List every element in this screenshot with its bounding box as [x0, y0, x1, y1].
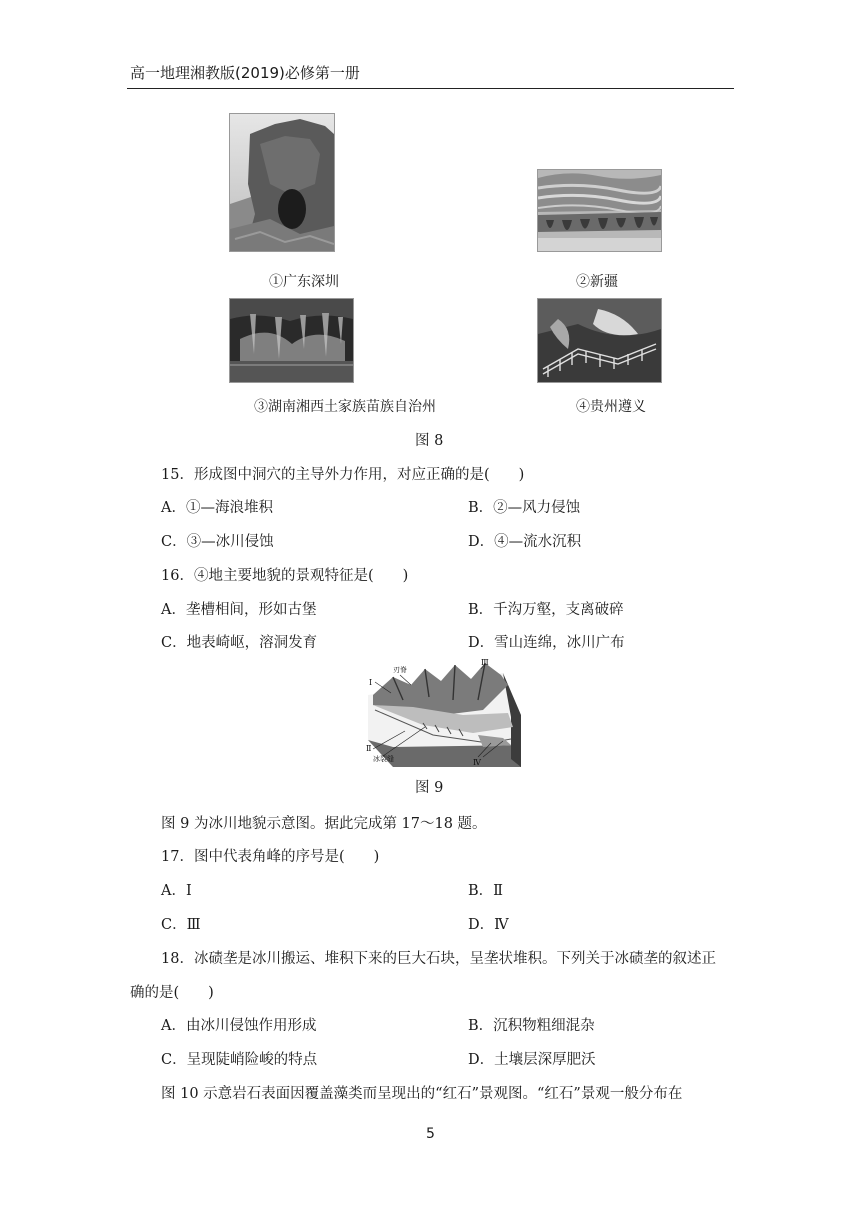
diagram-label-crevasse: 冰裂缝 — [373, 755, 394, 763]
page-header-title: 高一地理湘教版(2019)必修第一册 — [130, 64, 360, 82]
question-18-stem-line1: 18．冰碛垄是冰川搬运、堆积下来的巨大石块，呈垄状堆积。下列关于冰碛垄的叙述正 — [161, 951, 716, 967]
diagram-label-III: Ⅲ — [481, 658, 489, 667]
question-15-option-c: C．③—冰川侵蚀 — [161, 534, 274, 550]
glacier-landform-diagram — [363, 655, 523, 767]
question-15-option-d: D．④—流水沉积 — [468, 534, 582, 550]
photo-guizhou-zunyi — [537, 298, 662, 383]
page-number: 5 — [426, 1126, 435, 1142]
question-18-option-c: C．呈现陡峭险峻的特点 — [161, 1052, 318, 1068]
question-18-stem-line2: 确的是( ) — [130, 985, 214, 1001]
figure-9-intro: 图 9 为冰川地貌示意图。据此完成第 17～18 题。 — [161, 816, 487, 832]
question-17-option-a: A．Ⅰ — [161, 883, 192, 899]
figure-8-label: 图 8 — [415, 433, 444, 449]
question-16-option-b: B．千沟万壑，支离破碎 — [468, 602, 624, 618]
header-divider — [127, 88, 734, 89]
question-17-stem: 17．图中代表角峰的序号是( ) — [161, 849, 380, 865]
photo-hunan-xiangxi — [229, 298, 354, 383]
caption-photo-3: ③湖南湘西土家族苗族自治州 — [254, 399, 436, 415]
photo-guangdong-shenzhen — [229, 113, 335, 252]
question-17-option-c: C．Ⅲ — [161, 917, 201, 933]
photo-xinjiang — [537, 169, 662, 252]
figure-9-label: 图 9 — [415, 780, 444, 796]
diagram-label-I: Ⅰ — [369, 678, 373, 687]
question-18-option-b: B．沉积物粗细混杂 — [468, 1018, 595, 1034]
question-16-option-d: D．雪山连绵，冰川广布 — [468, 635, 625, 651]
question-18-option-a: A．由冰川侵蚀作用形成 — [161, 1018, 317, 1034]
question-15-option-a: A．①—海浪堆积 — [161, 500, 273, 516]
question-16-option-a: A．垄槽相间，形如古堡 — [161, 602, 317, 618]
caption-photo-2: ②新疆 — [576, 274, 618, 290]
caption-photo-4: ④贵州遵义 — [576, 399, 646, 415]
question-17-option-b: B．Ⅱ — [468, 883, 504, 899]
question-16-option-c: C．地表崎岖，溶洞发育 — [161, 635, 318, 651]
diagram-label-IV: Ⅳ — [473, 758, 481, 767]
question-15-stem: 15．形成图中洞穴的主导外力作用，对应正确的是( ) — [161, 467, 525, 483]
question-17-option-d: D．Ⅳ — [468, 917, 509, 933]
diagram-label-II: Ⅱ — [366, 744, 372, 753]
figure-10-intro: 图 10 示意岩石表面因覆盖藻类而呈现出的“红石”景观图。“红石”景观一般分布在 — [161, 1086, 683, 1102]
question-16-stem: 16．④地主要地貌的景观特征是( ) — [161, 568, 409, 584]
question-18-option-d: D．土壤层深厚肥沃 — [468, 1052, 596, 1068]
diagram-label-ridge: 刃脊 — [393, 666, 407, 674]
caption-photo-1: ①广东深圳 — [269, 274, 339, 290]
question-15-option-b: B．②—风力侵蚀 — [468, 500, 581, 516]
